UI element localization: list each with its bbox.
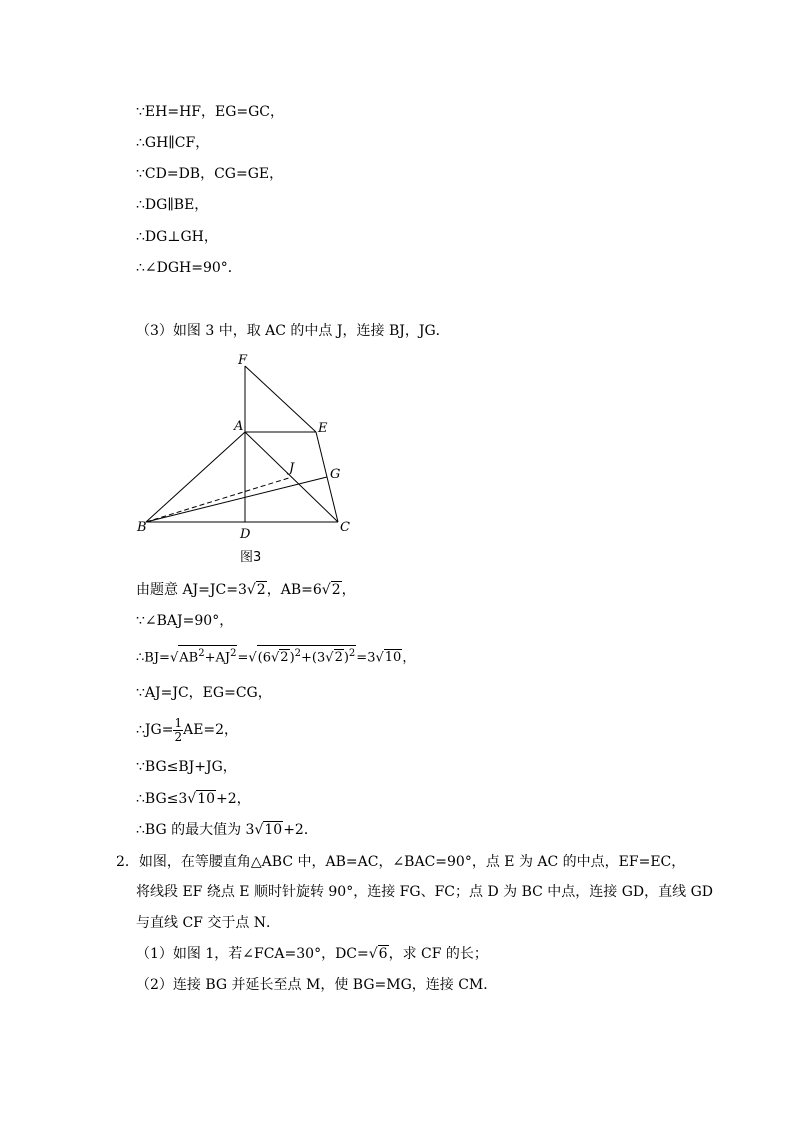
point-label-C: C bbox=[340, 520, 350, 535]
solution-line-8: ∴BG 的最大值为 3√10+2． bbox=[136, 822, 318, 838]
part3-intro: （3）如图 3 中，取 AC 的中点 J，连接 BJ，JG． bbox=[136, 323, 450, 339]
segment-BG bbox=[146, 477, 327, 522]
solution-line-4: ∵AJ=JC，EG=CG， bbox=[136, 685, 272, 701]
problem2-subquestion-2: （2）连接 BG 并延长至点 M，使 BG=MG，连接 CM． bbox=[136, 977, 498, 993]
problem2-subquestion-1: （1）如图 1，若∠FCA=30°，DC=√6，求 CF 的长； bbox=[136, 946, 488, 962]
step-line-2: ∴GH∥CF， bbox=[136, 135, 210, 151]
point-label-B: B bbox=[137, 520, 147, 535]
solution-line-1: 由题意 AJ=JC=3√2，AB=6√2， bbox=[136, 582, 356, 598]
point-label-D: D bbox=[240, 527, 251, 542]
solution-line-3: $\therefore BJ=√AB^2+AJ^2=√(6√2)^2+(3√2)^2=3√10$， bbox=[136, 645, 415, 665]
figure-caption: 图3 bbox=[240, 550, 262, 565]
step-line-3: ∵CD=DB，CG=GE， bbox=[136, 166, 284, 182]
solution-line-2: ∵∠BAJ=90°， bbox=[136, 613, 234, 629]
step-line-6: ∴∠DGH=90°． bbox=[136, 260, 242, 276]
step-line-4: ∴DG∥BE， bbox=[136, 197, 209, 213]
point-label-J: J bbox=[289, 461, 295, 476]
segment-BJ-dashed bbox=[146, 477, 292, 522]
segment-FE bbox=[245, 366, 316, 432]
point-label-F: F bbox=[238, 353, 248, 368]
segment-BA bbox=[146, 432, 245, 522]
problem2-line-2: 将线段 EF 绕点 E 顺时针旋转 90°，连接 FG、FC；点 D 为 BC 中点，连接 GD，直线 GD bbox=[136, 884, 713, 900]
solution-line-6: ∵BG≤BJ+JG， bbox=[136, 759, 237, 775]
solution-line-5: ∴JG= $\frac{1}{2}$ AE=2， bbox=[136, 715, 239, 744]
point-label-G: G bbox=[330, 467, 341, 482]
point-label-A: A bbox=[234, 419, 244, 434]
problem2-line-1: 2．如图，在等腰直角△ABC 中，AB=AC，∠BAC=90°，点 E 为 AC 的中点，EF=EC， bbox=[116, 854, 686, 870]
fraction-one-half: $\frac{1}{2}$ bbox=[174, 715, 183, 744]
step-line-1: ∵EH=HF，EG=GC， bbox=[136, 104, 285, 120]
problem2-line-3: 与直线 CF 交于点 N． bbox=[136, 915, 281, 931]
step-line-5: ∴DG⊥GH， bbox=[136, 229, 218, 245]
point-label-E: E bbox=[318, 421, 328, 436]
solution-line-7: ∴BG≤3√10+2， bbox=[136, 791, 251, 807]
